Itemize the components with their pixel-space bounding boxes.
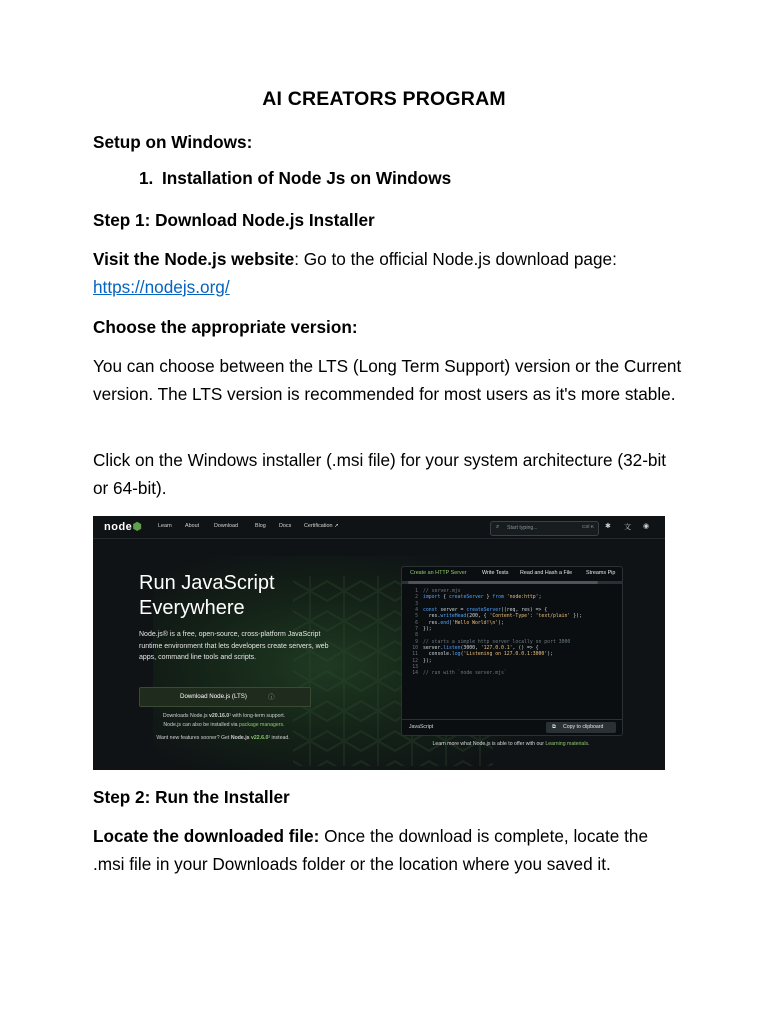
pm-text: Node.js can also be installed via: [163, 721, 239, 728]
nav-item-certification[interactable]: Certification ↗: [304, 523, 339, 529]
code-panel: [401, 566, 623, 736]
tab-create-http-server[interactable]: Create an HTTP Server: [410, 570, 467, 576]
learning-materials-link[interactable]: Learning materials: [545, 741, 589, 747]
hero-line2: Everywhere: [139, 597, 245, 619]
search-box[interactable]: [490, 521, 599, 536]
logo-text: node: [104, 521, 133, 533]
site-nav: [93, 516, 665, 539]
nav-item-download[interactable]: Download: [214, 523, 238, 529]
code-snippet: 1 // server.mjs 2 import { createServer } from 'node:http'; 3 4 const server = createServer((req, res) => { 5 res.writeHead(200, { 'Content-Type': 'text/plain' }); 6 res.end('Hello World!\n'); 7 }); 8 9 // starts a simple http server locally on port 3000 10 server.listen(3000, '127.0.0.1', () => { 11 console.log('Listening on 127.0.0.1:3000'); 12 }); 13 14 // run with `node server.mjs`: [412, 589, 582, 677]
visit-paragraph: [93, 246, 683, 301]
learn-text-end: .: [588, 741, 590, 747]
downloads-text: Downloads Node.js: [162, 713, 209, 719]
downloads-text-b: ¹ with long-term support.: [229, 713, 286, 719]
hexagon-icon: ⬢: [132, 521, 143, 533]
choose-paragraph: You can choose between the LTS (Long Term Support) version or the Current version. The LTS version is recommended for most users as it's more stable.: [93, 356, 682, 404]
choose-heading: Choose the appropriate version:: [93, 317, 358, 337]
visit-bold: Visit the Node.js website: [93, 249, 295, 269]
step2-heading: Step 2: Run the Installer: [93, 787, 290, 807]
learn-text: Learn more what Node.js is able to offer with our: [432, 741, 546, 747]
lts-version: v20.16.0: [209, 713, 230, 719]
hero-description: Node.js® is a free, open-source, cross-platform JavaScript runtime environment that lets developers create servers, web apps, command line tools and scripts.: [139, 631, 329, 661]
locate-bold: Locate the downloaded file:: [93, 826, 320, 846]
nodejs-link[interactable]: https://nodejs.org/: [93, 276, 230, 297]
pm-text-end: .: [283, 721, 285, 728]
search-placeholder: Start typing...: [507, 525, 538, 531]
language-icon[interactable]: 文: [624, 524, 631, 531]
newer-text: Want new features sooner? Get: [156, 735, 231, 741]
learn-more: [401, 741, 621, 747]
click-paragraph: Click on the Windows installer (.msi file) for your system architecture (32-bit or 64-bit).: [93, 450, 667, 498]
nodejs-logo: [104, 520, 142, 533]
hero-heading: [139, 571, 275, 621]
search-icon: ⌕: [496, 524, 500, 530]
copy-to-clipboard-button[interactable]: [546, 722, 616, 733]
tab-streams-pipeline[interactable]: Streams Pip: [586, 570, 616, 576]
info-icon: ⓘ: [268, 694, 275, 701]
newer-node: Node.js: [230, 735, 252, 741]
setup-heading: Setup on Windows:: [93, 132, 253, 152]
hero-line1: Run JavaScript: [139, 572, 275, 594]
theme-toggle-icon[interactable]: ✱: [605, 523, 611, 530]
code-tabs: [402, 567, 622, 581]
scrollbar-thumb[interactable]: [408, 581, 598, 584]
list-text: Installation of Node Js on Windows: [162, 168, 452, 188]
code-footer: [402, 719, 622, 736]
nodejs-screenshot: [93, 516, 665, 770]
download-lts-button[interactable]: [139, 687, 311, 707]
package-managers-link[interactable]: package managers: [238, 721, 284, 728]
code-language: JavaScript: [409, 724, 434, 730]
tab-scrollbar[interactable]: [402, 581, 622, 584]
copy-label: Copy to clipboard: [563, 724, 604, 730]
page-title: AI CREATORS PROGRAM: [262, 88, 506, 110]
download-button-label: Download Node.js (LTS): [180, 693, 247, 700]
nav-item-learn[interactable]: Learn: [158, 523, 172, 529]
tab-write-tests[interactable]: Write Tests: [482, 570, 509, 576]
locate-text: Once the download is complete, locate the .msi file in your Downloads folder or the location where you saved it.: [93, 826, 648, 874]
newer-info: [123, 735, 323, 741]
search-shortcut: Ctrl K: [582, 525, 594, 530]
current-version-link[interactable]: v22.6.0: [251, 735, 269, 741]
visit-text: : Go to the official Node.js download page:: [294, 249, 617, 269]
github-icon[interactable]: ◉: [643, 523, 650, 530]
nav-item-docs[interactable]: Docs: [279, 523, 292, 529]
nav-item-about[interactable]: About: [185, 523, 200, 529]
newer-text-end: ¹ instead.: [268, 735, 290, 741]
step1-heading: Step 1: Download Node.js Installer: [93, 210, 375, 230]
tab-read-hash-file[interactable]: Read and Hash a File: [520, 570, 573, 576]
list-item-install-node: [139, 168, 451, 189]
list-number: 1.: [139, 168, 154, 188]
copy-icon: ⧉: [552, 724, 556, 730]
nav-item-blog[interactable]: Blog: [255, 523, 266, 529]
locate-paragraph: [93, 823, 683, 878]
downloads-info: [139, 712, 309, 729]
